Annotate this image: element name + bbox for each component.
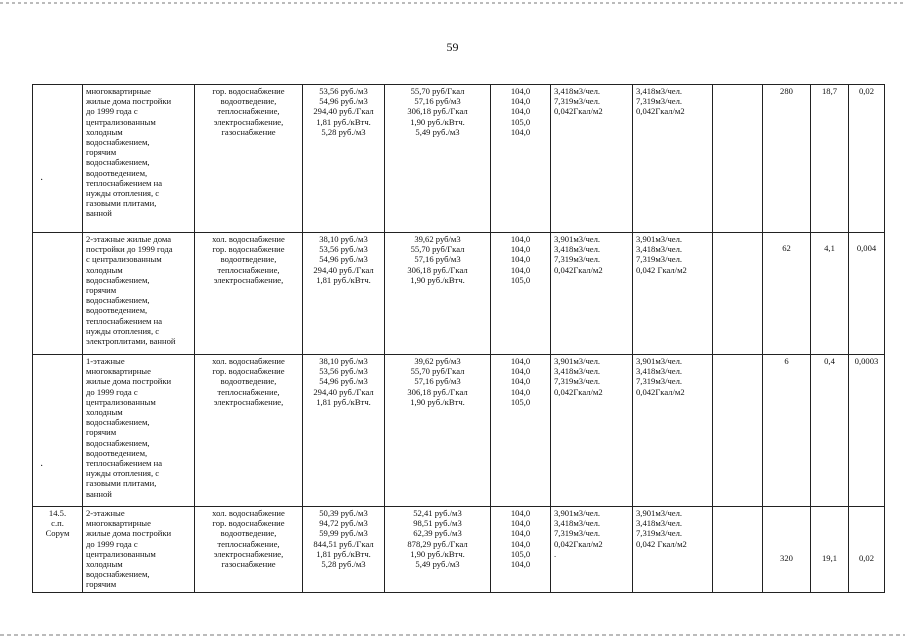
index-line: 105,0 bbox=[510, 396, 531, 407]
count-text: 280 bbox=[780, 86, 793, 96]
index-cell bbox=[491, 507, 551, 593]
index-line: 104,0 bbox=[510, 86, 531, 96]
tariff-new-line: 5,49 руб./м3 bbox=[415, 559, 460, 570]
housing-type-line: жилые дома постройки bbox=[86, 376, 172, 387]
blank-cell bbox=[713, 507, 763, 593]
services-line: теплоснабжение, bbox=[217, 386, 280, 397]
count-cell bbox=[763, 233, 811, 355]
tariff-old-line: 59,99 руб./м3 bbox=[319, 528, 368, 539]
housing-type-line: газовыми плитами, bbox=[86, 198, 157, 209]
housing-type-line: многоквартирные bbox=[86, 518, 151, 529]
tariff-new-line: 5,49 руб./м3 bbox=[415, 126, 460, 137]
housing-type-line: газовыми плитами, bbox=[86, 478, 157, 489]
housing-type-cell bbox=[83, 85, 195, 233]
housing-type-line: теплоснабжением на bbox=[86, 458, 163, 469]
norm-old-line: 3,418м3/чел. bbox=[554, 244, 601, 255]
tariff-old-line: 94,72 руб./м3 bbox=[319, 518, 368, 529]
services-cell bbox=[195, 355, 303, 507]
count-text: 62 bbox=[782, 243, 791, 253]
count-text: 6 bbox=[784, 356, 789, 366]
tariff-old-line: 1,81 руб./кВтч. bbox=[316, 116, 371, 127]
norm-new-line: 0,042Гкал/м2 bbox=[636, 106, 685, 117]
tariff-old-line: 53,56 руб./м3 bbox=[319, 86, 368, 96]
housing-type-line: горячим bbox=[86, 427, 117, 438]
norm-old-line: 0,042Гкал/м2 bbox=[554, 106, 603, 117]
housing-type-line: водоснабжением, bbox=[86, 417, 150, 428]
tariff-old-line: 54,96 руб./м3 bbox=[319, 376, 368, 387]
housing-type-line: водоснабжением, bbox=[86, 437, 150, 448]
settlement-cell bbox=[33, 233, 83, 355]
housing-type-line: нужды отопления, с bbox=[86, 188, 160, 199]
tariff-old-line: 1,81 руб./кВтч. bbox=[316, 548, 371, 559]
table-row bbox=[33, 85, 885, 233]
services-line: водоотведение, bbox=[220, 254, 277, 265]
index-line: 104,0 bbox=[510, 559, 531, 570]
services-line: водоотведение, bbox=[220, 528, 277, 539]
housing-type-line: теплоснабжением на bbox=[86, 177, 163, 188]
margin-mark: · bbox=[40, 175, 44, 186]
housing-type-line: холодным bbox=[86, 559, 123, 570]
norm-new-line: 3,418м3/чел. bbox=[636, 244, 683, 255]
tariff-new-line: 57,16 руб/м3 bbox=[414, 376, 461, 387]
services-line: водоотведение, bbox=[220, 96, 277, 107]
housing-type-line: многоквартирные bbox=[86, 366, 151, 377]
index-line: 104,0 bbox=[510, 508, 531, 518]
norm-new-line: 3,418м3/чел. bbox=[636, 366, 683, 377]
norm-new-line: 7,319м3/чел. bbox=[636, 528, 683, 539]
index-line: 104,0 bbox=[510, 538, 531, 549]
blank-cell bbox=[713, 233, 763, 355]
value-cell bbox=[849, 85, 885, 233]
housing-type-line: до 1999 года с bbox=[86, 106, 138, 117]
services-line: теплоснабжение, bbox=[217, 106, 280, 117]
norm-new-line: 3,901м3/чел. bbox=[636, 508, 683, 518]
index-line: 104,0 bbox=[510, 244, 531, 255]
index-line: 104,0 bbox=[510, 518, 531, 529]
index-line: 104,0 bbox=[510, 376, 531, 387]
tariff-old-line: 38,10 руб./м3 bbox=[319, 356, 368, 366]
services-line: газоснабжение bbox=[221, 559, 276, 570]
tariff-new-line: 62,39 руб./м3 bbox=[413, 528, 462, 539]
index-cell bbox=[491, 233, 551, 355]
tariff-new-cell bbox=[385, 233, 491, 355]
norm-new-line: 3,901м3/чел. bbox=[636, 356, 683, 366]
services-line: хол. водоснабжение bbox=[212, 234, 285, 244]
tariff-old-cell bbox=[303, 233, 385, 355]
tariff-new-line: 55,70 руб/Гкал bbox=[410, 86, 465, 96]
tariff-new-line: 1,90 руб./кВтч. bbox=[410, 274, 465, 285]
tariff-new-line: 39,62 руб/м3 bbox=[414, 234, 461, 244]
services-line: гор. водоснабжение bbox=[212, 86, 285, 96]
services-line: теплоснабжение, bbox=[217, 264, 280, 275]
index-line: 104,0 bbox=[510, 254, 531, 265]
tariff-new-line: 57,16 руб/м3 bbox=[414, 254, 461, 265]
tariff-old-line: 844,51 руб./Гкал bbox=[313, 538, 374, 549]
housing-type-line: ванной bbox=[86, 208, 112, 219]
index-line: 104,0 bbox=[510, 264, 531, 275]
housing-type-line: 2-этажные жилые дома bbox=[86, 234, 172, 244]
settlement-cell bbox=[33, 507, 83, 593]
housing-type-line: до 1999 года с bbox=[86, 386, 138, 397]
tariff-new-line: 1,90 руб./кВтч. bbox=[410, 548, 465, 559]
value-text: 0,0003 bbox=[854, 356, 879, 366]
services-line: электроснабжение, bbox=[213, 116, 284, 127]
scan-artifact-top bbox=[0, 2, 905, 4]
share-text: 18,7 bbox=[821, 86, 838, 96]
tariff-old-line: 294,40 руб./Гкал bbox=[313, 264, 374, 275]
index-cell bbox=[491, 355, 551, 507]
tariff-old-line: 53,56 руб./м3 bbox=[319, 244, 368, 255]
norm-old-line: 3,901м3/чел. bbox=[554, 356, 601, 366]
tariff-old-cell bbox=[303, 507, 385, 593]
norm-old-line: 7,319м3/чел. bbox=[554, 376, 601, 387]
norm-old-line: 0,042Гкал/м2 bbox=[554, 386, 603, 397]
housing-type-line: централизованным bbox=[86, 396, 156, 407]
services-line: водоотведение, bbox=[220, 376, 277, 387]
tariff-old-line: 294,40 руб./Гкал bbox=[313, 386, 374, 397]
housing-type-line: многоквартирные bbox=[86, 86, 151, 96]
index-line: 104,0 bbox=[510, 366, 531, 377]
tariff-old-line: 54,96 руб./м3 bbox=[319, 254, 368, 265]
tariff-new-line: 55,70 руб/Гкал bbox=[410, 366, 465, 377]
tariff-old-cell bbox=[303, 85, 385, 233]
housing-type-line: постройки до 1999 года bbox=[86, 244, 173, 255]
tariff-old-line: 50,39 руб./м3 bbox=[319, 508, 368, 518]
norm-old-line: 3,418м3/чел. bbox=[554, 366, 601, 377]
index-cell bbox=[491, 85, 551, 233]
housing-type-line: водоснабжением, bbox=[86, 157, 150, 168]
services-cell bbox=[195, 507, 303, 593]
services-line: хол. водоснабжение bbox=[212, 356, 285, 366]
services-line: электроснабжение, bbox=[213, 274, 284, 285]
services-line: электроснабжение, bbox=[213, 396, 284, 407]
value-text: 0,02 bbox=[858, 86, 875, 96]
tariff-old-line: 294,40 руб./Гкал bbox=[313, 106, 374, 117]
housing-type-line: ванной bbox=[86, 488, 112, 499]
share-cell bbox=[811, 507, 849, 593]
housing-type-cell bbox=[83, 507, 195, 593]
housing-type-line: горячим bbox=[86, 579, 117, 590]
housing-type-line: холодным bbox=[86, 264, 123, 275]
norm-old-line: 0,042Гкал/м2 bbox=[554, 538, 603, 549]
norm-new-cell bbox=[633, 233, 713, 355]
settlement-cell bbox=[33, 355, 83, 507]
tariff-old-line: 1,81 руб./кВтч. bbox=[316, 396, 371, 407]
count-cell bbox=[763, 85, 811, 233]
norm-old-line: 3,901м3/чел. bbox=[554, 234, 601, 244]
tariff-new-cell bbox=[385, 355, 491, 507]
housing-type-line: водоотведением, bbox=[86, 447, 148, 458]
norm-new-line: 3,901м3/чел. bbox=[636, 234, 683, 244]
norm-new-line: 7,319м3/чел. bbox=[636, 96, 683, 107]
tariff-new-cell bbox=[385, 85, 491, 233]
norm-old-line: 3,418м3/чел. bbox=[554, 518, 601, 529]
blank-cell bbox=[713, 355, 763, 507]
norm-new-line: 7,319м3/чел. bbox=[636, 254, 683, 265]
share-text: 4,1 bbox=[824, 243, 835, 253]
tariff-old-line: 54,96 руб./м3 bbox=[319, 96, 368, 107]
tariff-new-line: 1,90 руб./кВтч. bbox=[410, 396, 465, 407]
tariff-new-line: 306,18 руб./Гкал bbox=[407, 264, 468, 275]
norm-new-line: 0,042 Гкал/м2 bbox=[636, 538, 687, 549]
tariff-table bbox=[32, 84, 885, 593]
housing-type-line: нужды отопления, с bbox=[86, 325, 160, 336]
norm-old-cell bbox=[551, 233, 633, 355]
services-line: гор. водоснабжение bbox=[212, 518, 285, 529]
housing-type-cell bbox=[83, 355, 195, 507]
housing-type-line: водоснабжением, bbox=[86, 274, 150, 285]
tariff-new-cell bbox=[385, 507, 491, 593]
share-cell bbox=[811, 85, 849, 233]
tariff-old-line: 5,28 руб./м3 bbox=[321, 126, 366, 137]
index-line: 104,0 bbox=[510, 106, 531, 117]
table-row bbox=[33, 355, 885, 507]
value-cell bbox=[849, 355, 885, 507]
settlement-line: с.п. bbox=[51, 518, 64, 529]
value-cell bbox=[849, 233, 885, 355]
norm-new-cell bbox=[633, 85, 713, 233]
housing-type-line: электроплитами, ванной bbox=[86, 336, 176, 347]
tariff-new-line: 39,62 руб/м3 bbox=[414, 356, 461, 366]
services-cell bbox=[195, 85, 303, 233]
services-line: гор. водоснабжение bbox=[212, 366, 285, 377]
index-line: 104,0 bbox=[510, 528, 531, 539]
value-text: 0,02 bbox=[858, 553, 875, 563]
norm-new-cell bbox=[633, 355, 713, 507]
margin-mark: · bbox=[40, 461, 44, 472]
table-row bbox=[33, 233, 885, 355]
index-line: 105,0 bbox=[510, 548, 531, 559]
norm-old-line: 3,901м3/чел. bbox=[554, 508, 601, 518]
table-row bbox=[33, 507, 885, 593]
norm-old-cell bbox=[551, 85, 633, 233]
share-text: 19,1 bbox=[821, 553, 838, 563]
share-cell bbox=[811, 355, 849, 507]
housing-type-line: водоотведением, bbox=[86, 305, 148, 316]
norm-new-line: 7,319м3/чел. bbox=[636, 376, 683, 387]
housing-type-cell bbox=[83, 233, 195, 355]
services-cell bbox=[195, 233, 303, 355]
index-line: 105,0 bbox=[510, 116, 531, 127]
count-cell bbox=[763, 507, 811, 593]
housing-type-line: горячим bbox=[86, 285, 117, 296]
housing-type-line: водоснабжением, bbox=[86, 295, 150, 306]
norm-old-line: . bbox=[554, 548, 557, 559]
value-text: 0,004 bbox=[856, 243, 877, 253]
housing-type-line: водоснабжением, bbox=[86, 137, 150, 148]
settlement-line: 14.5. bbox=[48, 508, 67, 518]
housing-type-line: с централизованным bbox=[86, 254, 162, 265]
tariff-new-line: 306,18 руб./Гкал bbox=[407, 386, 468, 397]
housing-type-line: водоснабжением, bbox=[86, 569, 150, 580]
settlement-cell bbox=[33, 85, 83, 233]
tariff-new-line: 306,18 руб./Гкал bbox=[407, 106, 468, 117]
index-line: 105,0 bbox=[510, 274, 531, 285]
housing-type-line: холодным bbox=[86, 407, 123, 418]
tariff-old-line: 5,28 руб./м3 bbox=[321, 559, 366, 570]
count-text: 320 bbox=[780, 553, 793, 563]
norm-new-line: 0,042 Гкал/м2 bbox=[636, 264, 687, 275]
housing-type-line: 2-этажные bbox=[86, 508, 125, 518]
housing-type-line: нужды отопления, с bbox=[86, 468, 160, 479]
tariff-old-cell bbox=[303, 355, 385, 507]
housing-type-line: теплоснабжением на bbox=[86, 315, 163, 326]
norm-old-line: 7,319м3/чел. bbox=[554, 96, 601, 107]
norm-old-cell bbox=[551, 507, 633, 593]
value-cell bbox=[849, 507, 885, 593]
tariff-new-line: 1,90 руб./кВтч. bbox=[410, 116, 465, 127]
tariff-old-line: 53,56 руб./м3 bbox=[319, 366, 368, 377]
norm-old-cell bbox=[551, 355, 633, 507]
norm-old-line: 7,319м3/чел. bbox=[554, 254, 601, 265]
tariff-new-line: 98,51 руб./м3 bbox=[413, 518, 462, 529]
housing-type-line: централизованным bbox=[86, 548, 156, 559]
scan-artifact-bottom bbox=[0, 634, 905, 636]
housing-type-line: централизованным bbox=[86, 116, 156, 127]
page-number: 59 bbox=[446, 40, 459, 54]
settlement-line: Сорум bbox=[45, 528, 70, 539]
count-cell bbox=[763, 355, 811, 507]
tariff-old-line: 38,10 руб./м3 bbox=[319, 234, 368, 244]
housing-type-line: 1-этажные bbox=[86, 356, 125, 366]
services-line: газоснабжение bbox=[221, 126, 276, 137]
norm-new-cell bbox=[633, 507, 713, 593]
index-line: 104,0 bbox=[510, 96, 531, 107]
norm-new-line: 0,042Гкал/м2 bbox=[636, 386, 685, 397]
norm-new-line: 3,418м3/чел. bbox=[636, 86, 683, 96]
housing-type-line: жилые дома постройки bbox=[86, 528, 172, 539]
tariff-new-line: 57,16 руб/м3 bbox=[414, 96, 461, 107]
services-line: гор. водоснабжение bbox=[212, 244, 285, 255]
table-body bbox=[33, 85, 885, 593]
norm-old-line: 0,042Гкал/м2 bbox=[554, 264, 603, 275]
services-line: электроснабжение, bbox=[213, 548, 284, 559]
housing-type-line: горячим bbox=[86, 147, 117, 158]
tariff-old-line: 1,81 руб./кВтч. bbox=[316, 274, 371, 285]
services-line: теплоснабжение, bbox=[217, 538, 280, 549]
tariff-new-line: 878,29 руб./Гкал bbox=[407, 538, 468, 549]
norm-new-line: 3,418м3/чел. bbox=[636, 518, 683, 529]
share-cell bbox=[811, 233, 849, 355]
tariff-new-line: 52,41 руб./м3 bbox=[413, 508, 462, 518]
housing-type-line: холодным bbox=[86, 126, 123, 137]
norm-old-line: 7,319м3/чел. bbox=[554, 528, 601, 539]
housing-type-line: жилые дома постройки bbox=[86, 96, 172, 107]
services-line: хол. водоснабжение bbox=[212, 508, 285, 518]
tariff-new-line: 55,70 руб/Гкал bbox=[410, 244, 465, 255]
index-line: 104,0 bbox=[510, 234, 531, 244]
norm-old-line: 3,418м3/чел. bbox=[554, 86, 601, 96]
index-line: 104,0 bbox=[510, 126, 531, 137]
blank-cell bbox=[713, 85, 763, 233]
index-line: 104,0 bbox=[510, 356, 531, 366]
share-text: 0,4 bbox=[824, 356, 835, 366]
housing-type-line: до 1999 года с bbox=[86, 538, 138, 549]
index-line: 104,0 bbox=[510, 386, 531, 397]
housing-type-line: водоотведением, bbox=[86, 167, 148, 178]
